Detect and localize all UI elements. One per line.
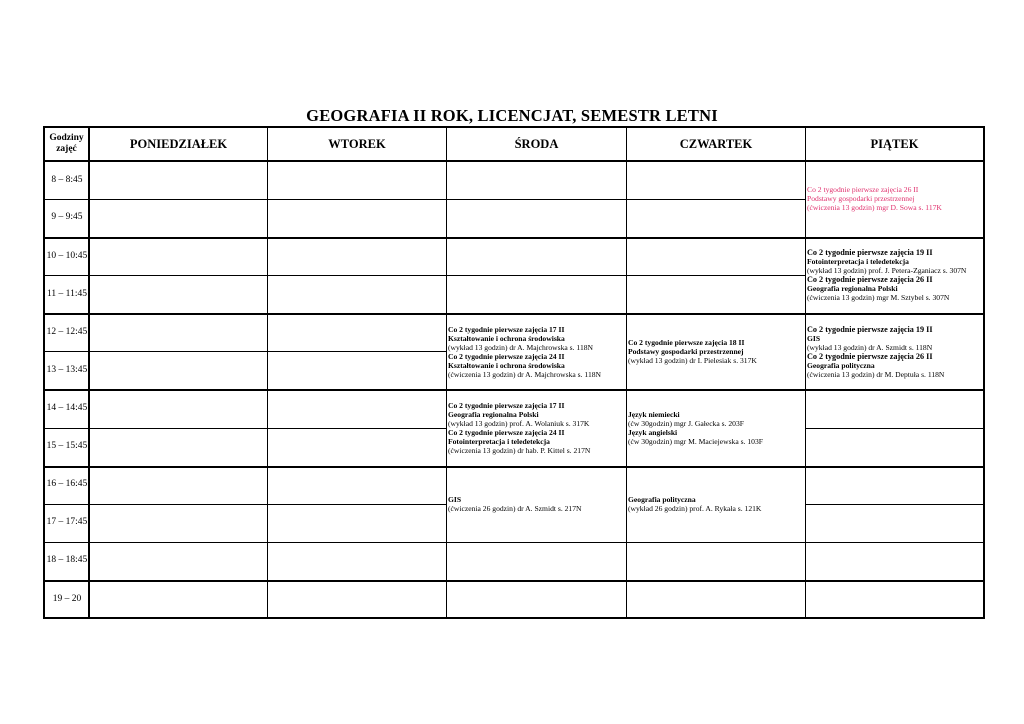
time-label: 14 – 14:45: [46, 403, 88, 413]
page-title: GEOGRAFIA II ROK, LICENCJAT, SEMESTR LETNI: [306, 106, 718, 125]
class-details: (wykład 13 godzin) dr A. Szmidt s. 118N: [807, 343, 933, 352]
class-details: (ćwiczenia 26 godzin) dr A. Szmidt s. 217N: [448, 504, 582, 513]
class-details: (ćw 30godzin) mgr J. Gałecka s. 203F: [628, 419, 744, 428]
class-frequency: Co 2 tygodnie pierwsze zajęcia 19 II: [807, 325, 933, 334]
class-frequency: Co 2 tygodnie pierwsze zajęcia 19 II: [807, 248, 933, 257]
class-subject: Kształtowanie i ochrona środowiska: [448, 361, 565, 370]
row-divider: [43, 275, 806, 276]
time-label: 19 – 20: [52, 594, 82, 604]
header-wednesday: ŚRODA: [514, 136, 559, 151]
class-frequency: Co 2 tygodnie pierwsze zajęcia 17 II: [448, 401, 565, 410]
time-label: 9 – 9:45: [51, 212, 83, 222]
time-label: 8 – 8:45: [51, 175, 83, 185]
class-entry: [628, 410, 763, 446]
row-divider: [43, 580, 985, 582]
header-tuesday: WTOREK: [328, 136, 386, 151]
header-hours-line2: zajęć: [56, 144, 77, 154]
header-friday: PIĄTEK: [870, 136, 919, 151]
class-subject: GIS: [807, 334, 821, 343]
header-hours: [45, 128, 88, 160]
row-divider: [43, 466, 985, 468]
header-monday: PONIEDZIAŁEK: [129, 136, 228, 151]
class-frequency: Co 2 tygodnie pierwsze zajęcia 26 II: [807, 352, 933, 361]
class-entry: [807, 325, 944, 379]
row-divider: [43, 542, 985, 543]
time-label: 11 – 11:45: [47, 289, 87, 299]
class-subject: Geografia polityczna: [628, 495, 696, 504]
class-details: (ćwiczenia 13 godzin) mgr M. Sztybel s. 307N: [807, 293, 950, 302]
row-divider: [43, 428, 447, 429]
class-entry: [448, 495, 582, 513]
class-entry: [807, 248, 966, 302]
row-divider: [43, 389, 985, 391]
class-details: (wykład 13 godzin) dr A. Majchrowska s. 118N: [448, 343, 594, 352]
time-label: 15 – 15:45: [46, 441, 88, 451]
time-label: 18 – 18:45: [46, 555, 88, 565]
class-subject: Fotointerpretacja i teledetekcja: [807, 257, 909, 266]
class-details: (ćwiczenia 13 godzin) dr A. Majchrowska s. 118N: [448, 370, 602, 379]
class-entry: [448, 401, 590, 455]
header-hours-line1: Godziny: [49, 133, 84, 143]
class-subject: Fotointerpretacja i teledetekcja: [448, 437, 550, 446]
class-subject: GIS: [448, 495, 462, 504]
class-frequency: Co 2 tygodnie pierwsze zajęcia 18 II: [628, 338, 745, 347]
time-label: 13 – 13:45: [46, 365, 88, 375]
class-subject: Język niemiecki: [628, 410, 680, 419]
class-details: (wykład 13 godzin) prof. J. Petera-Zganiacz s. 307N: [807, 266, 967, 275]
row-divider: [43, 351, 447, 352]
row-divider: [806, 504, 985, 505]
class-details: (wykład 26 godzin) prof. A. Rykała s. 121K: [628, 504, 762, 513]
class-frequency: Co 2 tygodnie pierwsze zajęcia 17 II: [448, 325, 565, 334]
class-frequency: Co 2 tygodnie pierwsze zajęcia 26 II: [807, 275, 933, 284]
class-details: (ćwiczenia 13 godzin) dr M. Deptuła s. 118N: [807, 370, 945, 379]
class-subject: Geografia polityczna: [807, 361, 875, 370]
class-frequency: Co 2 tygodnie pierwsze zajęcia 24 II: [448, 352, 565, 361]
row-divider: [43, 237, 985, 239]
class-entry: [448, 325, 601, 379]
class-frequency: Co 2 tygodnie pierwsze zajęcia 24 II: [448, 428, 565, 437]
class-subject: Podstawy gospodarki przestrzennej: [807, 194, 915, 203]
time-label: 17 – 17:45: [46, 517, 88, 527]
class-subject: Geografia regionalna Polski: [807, 284, 898, 293]
class-subject: Podstawy gospodarki przestrzennej: [628, 347, 744, 356]
class-subject: Kształtowanie i ochrona środowiska: [448, 334, 565, 343]
time-label: 16 – 16:45: [46, 479, 88, 489]
row-divider: [43, 313, 985, 315]
class-entry: [628, 338, 757, 365]
class-details: (wykład 13 godzin) dr I. Pielesiak s. 317K: [628, 356, 757, 365]
row-divider: [43, 199, 806, 200]
time-label: 10 – 10:45: [46, 251, 88, 261]
time-label: 12 – 12:45: [46, 327, 88, 337]
class-subject: Język angielski: [628, 428, 678, 437]
class-details: (ćw 30godzin) mgr M. Maciejewska s. 103F: [628, 437, 763, 446]
class-frequency: Co 2 tygodnie pierwsze zajęcia 26 II: [807, 185, 919, 194]
row-divider: [43, 504, 447, 505]
class-subject: Geografia regionalna Polski: [448, 410, 539, 419]
class-entry: [807, 185, 942, 212]
class-details: (ćwiczenia 13 godzin) mgr D. Sowa s. 117K: [807, 203, 942, 212]
header-divider: [43, 160, 985, 162]
header-thursday: CZWARTEK: [679, 136, 753, 151]
row-divider: [806, 428, 985, 429]
class-details: (wykład 13 godzin) prof. A. Wolaniuk s. 317K: [448, 419, 590, 428]
class-details: (ćwiczenia 13 godzin) dr hab. P. Kittel s. 217N: [448, 446, 591, 455]
class-entry: [628, 495, 761, 513]
